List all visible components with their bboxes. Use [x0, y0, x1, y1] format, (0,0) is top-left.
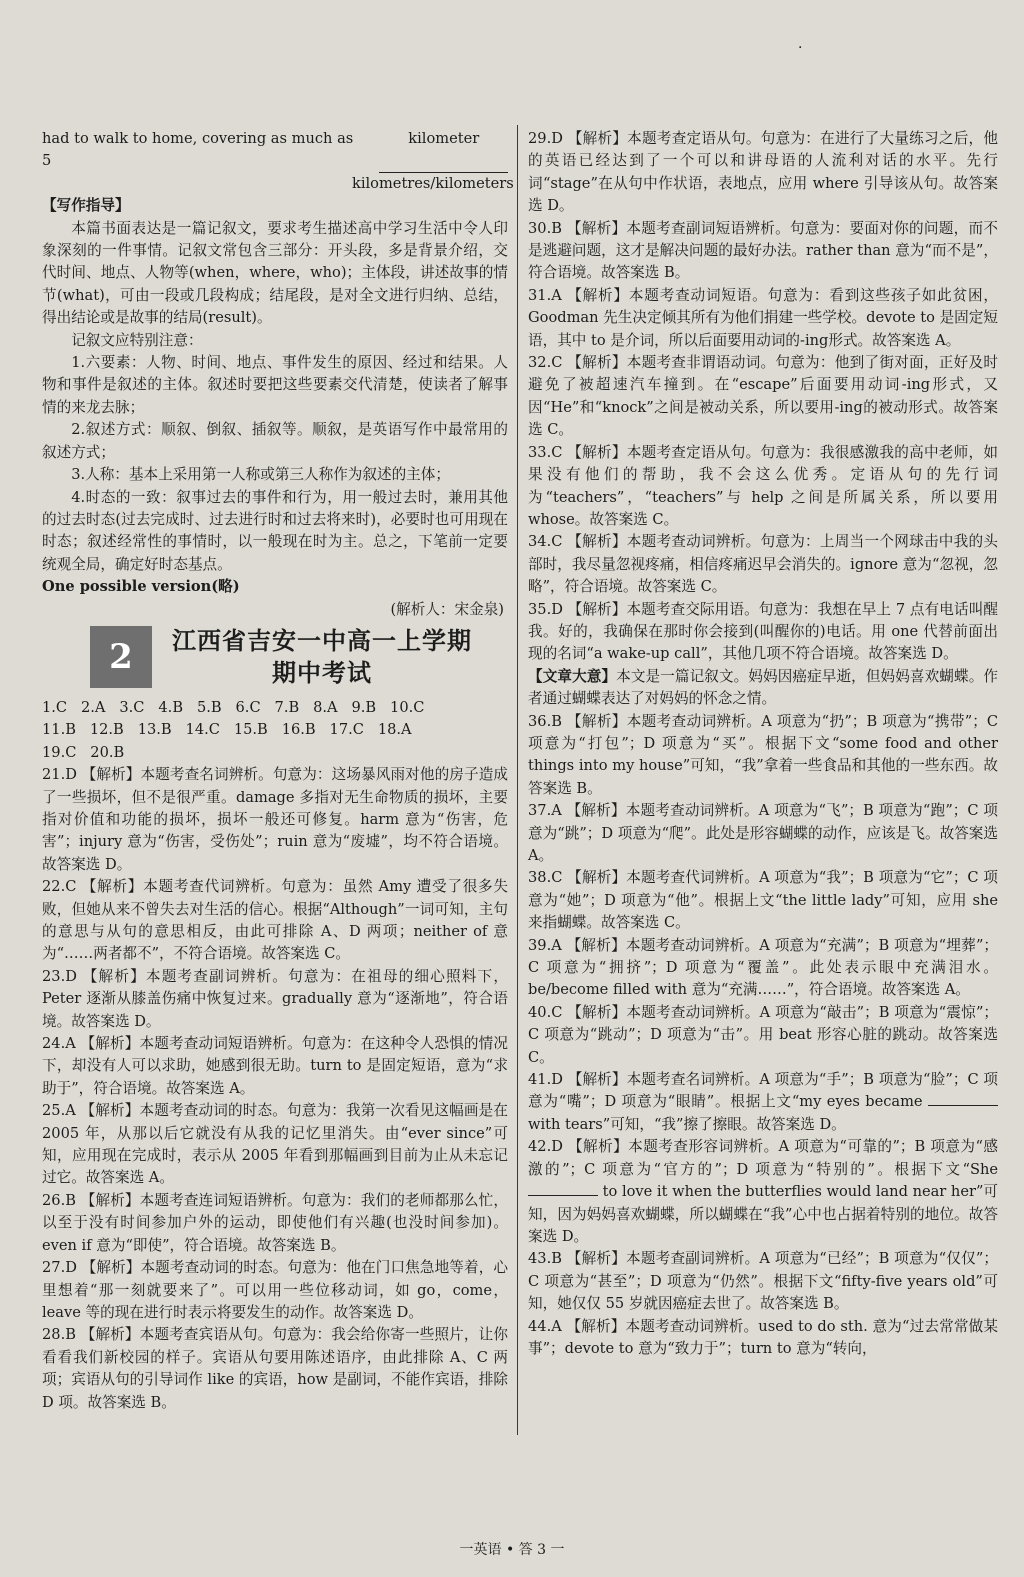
explanation-item: 26.B 【解析】本题考查连词短语辨析。句意为：我们的老师都那么忙，以至于没有时间参加户外的运动，即使他们有兴趣(也没时间参加)。even if 意为“即使”，符合语境。故答案选 B。	[42, 1191, 508, 1254]
passage-summary-text: 本文是一篇记叙文。妈妈因癌症早逝，但妈妈喜欢蝴蝶。作者通过蝴蝶表达了对妈妈的怀念之情。	[528, 667, 998, 708]
blank	[528, 1195, 598, 1196]
answer-row: 19.C 20.B	[42, 743, 125, 761]
item42-text-a: 42.D 【解析】本题考查形容词辨析。A 项意为“可靠的”；B 项意为“感激的”；C 项意为“官方的”；D 项意为“特别的”。根据下文“She	[528, 1138, 998, 1178]
explanation-item: 30.B 【解析】本题考查副词短语辨析。句意为：要面对你的问题，而不是逃避问题，这才是解决问题的最好办法。rather than 意为“而不是”，符合语境。故答案选 B。	[528, 219, 998, 282]
explanation-item: 32.C 【解析】本题考查非谓语动词。句意为：他到了街对面，正好及时避免了被超速汽车撞到。在“escape”后面要用动词-ing形式，又因“He”和“knock”之间是被动关系，所以要用-ing的被动形式。故答案选 C。	[528, 354, 998, 439]
answer-row: 11.B 12.B 13.B 14.C 15.B 16.B 17.C 18.A	[42, 721, 412, 739]
explanation-item: 44.A 【解析】本题考查动词辨析。used to do sth. 意为“过去常常做某事”；devote to 意为“致力于”；turn to 意为“转向，	[528, 1317, 998, 1357]
section-title-line2: 期中考试	[272, 657, 372, 687]
writing-paragraph: 2.叙述方式：顺叙、倒叙、插叙等。顺叙，是英语写作中最常用的叙述方式；	[42, 421, 508, 461]
continued-text: had to walk to home, covering as much as 5	[42, 130, 354, 170]
explanation-item: 24.A 【解析】本题考查动词短语辨析。句意为：在这种令人恐惧的情况下，却没有人可以求助，她感到很无助。turn to 是固定短语，意为“求助于”，符合语境。故答案选 A。	[42, 1035, 508, 1097]
explanation-item: 37.A 【解析】本题考查动词辨析。A 项意为“飞”；B 项意为“跑”；C 项意为“跳”；D 项意为“爬”。此处是形容蝴蝶的动作，应该是飞。故答案选 A。	[528, 802, 998, 864]
writing-paragraph: 本篇书面表达是一篇记叙文，要求考生描述高中学习生活中令人印象深刻的一件事情。记叙文常包含三部分：开头段，多是背景介绍，交代时间、地点、人物等(when，where，who)；主体段，讲述故事的情节(what)，可由一段或几段构成；结尾段，是对全文进行归纳、总结，得出结论或是故事的结局(result)。	[42, 219, 508, 327]
explanation-item: 35.D 【解析】本题考查交际用语。句意为：我想在早上 7 点有电话叫醒我。好的，我确保在那时你会接到(叫醒你的)电话。用 one 代替前面出现的名词“a wake-up call”，其他几项不符合语境。故答案选 D。	[528, 600, 998, 663]
answer-row: 1.C 2.A 3.C 4.B 5.B 6.C 7.B 8.A 9.B 10.C	[42, 698, 425, 716]
explanation-item: 36.B 【解析】本题考查动词辨析。A 项意为“扔”；B 项意为“携带”；C 项意为“打包”；D 项意为“买”。根据下文“some food and other things into my house”可知，“我”拿着一些食品和其他的一些东西。故答案选 B。	[528, 712, 998, 797]
right-column	[528, 128, 998, 1360]
explanation-item	[528, 1069, 998, 1136]
section-title-line1: 江西省吉安一中高一上学期	[172, 625, 472, 655]
explanation-item: 29.D 【解析】本题考查定语从句。句意为：在进行了大量练习之后，他的英语已经达到了一个可以和讲母语的人流利对话的水平。先行词“stage”在从句中作状语，表地点，应用 where 引导该从句。故答案选 D。	[528, 130, 998, 215]
blank	[928, 1105, 998, 1106]
writing-paragraph: 1.六要素：人物、时间、地点、事件发生的原因、经过和结果。人物和事件是叙述的主体。叙述时要把这些要素交代清楚，使读者了解事情的来龙去脉；	[42, 354, 508, 416]
writing-guide-heading: 【写作指导】	[42, 197, 130, 215]
continued-answer-line	[42, 128, 508, 173]
column-divider	[517, 125, 518, 1435]
explanation-item: 39.A 【解析】本题考查动词辨析。A 项意为“充满”；B 项意为“埋葬”；C 项意为“拥挤”；D 项意为“覆盖”。此处表示眼中充满泪水。be/become filled with 意为“充满……”，符合语境。故答案选 A。	[528, 936, 998, 999]
answer-list	[42, 697, 508, 764]
explanation-item: 21.D 【解析】本题考查名词辨析。句意为：这场暴风雨对他的房子造成了一些损坏，但不是很严重。damage 多指对无生命物质的损坏，主要指对价值和功能的损坏，损坏一般还可修复。harm 意为“伤害，危害”；injury 意为“伤害，受伤处”；ruin 意为“废墟”，均不符合语境。故答案选 D。	[42, 766, 508, 873]
explanation-item: 25.A 【解析】本题考查动词的时态。句意为：我第一次看见这幅画是在 2005 年，从那以后它就没有从我的记忆里消失。由“ever since”可知，应用现在完成时，表示从 2005 年看到那幅画到目前为止从未忘记过它。故答案选 A。	[42, 1102, 508, 1187]
left-column	[42, 128, 514, 1414]
explanation-item: 23.D 【解析】本题考查副词辨析。句意为：在祖母的细心照料下，Peter 逐渐从膝盖伤痛中恢复过来。gradually 意为“逐渐地”，符合语境。故答案选 D。	[42, 967, 508, 1030]
explanation-item	[528, 1136, 998, 1248]
explanation-item: 28.B 【解析】本题考查宾语从句。句意为：我会给你寄一些照片，让你看看我们新校园的样子。宾语从句要用陈述语序，由此排除 A、C 两项；宾语从句的引导词作 like 的宾语，how 是副词，不能作宾语，排除 D 项。故答案选 B。	[42, 1326, 508, 1411]
explanation-item: 34.C 【解析】本题考查动词辨析。句意为：上周当一个网球击中我的头部时，我尽量忽视疼痛，相信疼痛迟早会消失的。ignore 意为“忽视，忽略”，符合语境。故答案选 C。	[528, 533, 998, 596]
item42-text-b: to love it when the butterflies would land near her”可知，因为妈妈喜欢蝴蝶，所以蝴蝶在“我”心中也占据着特别的地位。故答案选 D。	[528, 1183, 999, 1245]
page-footer: 一英语 • 答 3 一	[459, 1542, 565, 1558]
section-title	[172, 625, 472, 689]
section-number-badge: 2	[90, 626, 152, 688]
item41-text-b: with tears”可知，“我”擦了擦眼。故答案选 D。	[528, 1115, 846, 1133]
explanation-item: 43.B 【解析】本题考查副词辨析。A 项意为“已经”；B 项意为“仅仅”；C 项意为“甚至”；D 项意为“仍然”。根据下文“fifty-five years old”可知，她仅仅 55 岁就因癌症去世了。故答案选 B。	[528, 1250, 998, 1313]
explanation-item: 33.C 【解析】本题考查定语从句。句意为：我很感激我的高中老师，如果没有他们的帮助，我不会这么优秀。定语从句的先行词为“teachers”，“teachers”与 help 之间是所属关系，所以要用 whose。故答案选 C。	[528, 443, 998, 528]
passage-summary-label: 【文章大意】	[528, 667, 617, 685]
explanation-item: 38.C 【解析】本题考查代词辨析。A 项意为“我”；B 项意为“它”；C 项意为“她”；D 项意为“他”。根据上文“the little lady”可知，应用 she 来指蝴蝶。故答案选 C。	[528, 869, 998, 932]
top-mark: ·	[798, 40, 803, 56]
explanation-item: 40.C 【解析】本题考查动词辨析。A 项意为“敲击”；B 项意为“震惊”；C 项意为“跳动”；D 项意为“击”。用 beat 形容心脏的跳动。故答案选 C。	[528, 1003, 998, 1066]
writing-paragraph: 4.时态的一致：叙事过去的事件和行为，用一般过去时，兼用其他的过去时态(过去完成时、过去进行时和过去将来时)，必要时也可用现在时态；叙述经常性的事情时，以一般现在时为主。总之，下笔前一定要统观全局，确定好时态基点。	[42, 488, 508, 573]
explanation-item: 27.D 【解析】本题考查动词的时态。句意为：他在门口焦急地等着，心里想着“那一刻就要来了”。可以用一些位移动词，如 go，come，leave 等的现在进行时表示将要发生的动作。故答案选 D。	[42, 1259, 508, 1321]
explanation-item: 31.A 【解析】本题考查动词短语。句意为：看到这些孩子如此贫困，Goodman 先生决定倾其所有为他们捐建一些学校。devote to 是固定短语，其中 to 是介词，所以后面要用动词的-ing形式。故答案选 A。	[528, 286, 998, 349]
item41-text-a: 41.D 【解析】本题考查名词辨析。A 项意为“手”；B 项意为“脸”；C 项意为“嘴”；D 项意为“眼睛”。根据上文“my eyes became	[528, 1071, 998, 1111]
blank-alternatives: kilometres/kilometers	[352, 174, 514, 192]
section-header	[42, 625, 508, 689]
passage-summary	[528, 666, 998, 711]
writing-paragraph: 记叙文应特别注意：	[71, 331, 203, 349]
writing-paragraph: 3.人称：基本上采用第一人称或第三人称作为叙述的主体；	[71, 466, 450, 484]
filled-blank: kilometer	[379, 128, 508, 173]
explanation-item: 22.C 【解析】本题考查代词辨析。句意为：虽然 Amy 遭受了很多失败，但她从来不曾失去对生活的信心。根据“Although”一词可知，主句的意思与从句的意思相反，由此可排除 A、D 两项；neither of 意为“……两者都不”，不符合语境。故答案选 C。	[42, 878, 508, 963]
analyst-credit: (解析人：宋金泉)	[390, 600, 504, 618]
one-possible-version: One possible version(略)	[42, 578, 240, 596]
